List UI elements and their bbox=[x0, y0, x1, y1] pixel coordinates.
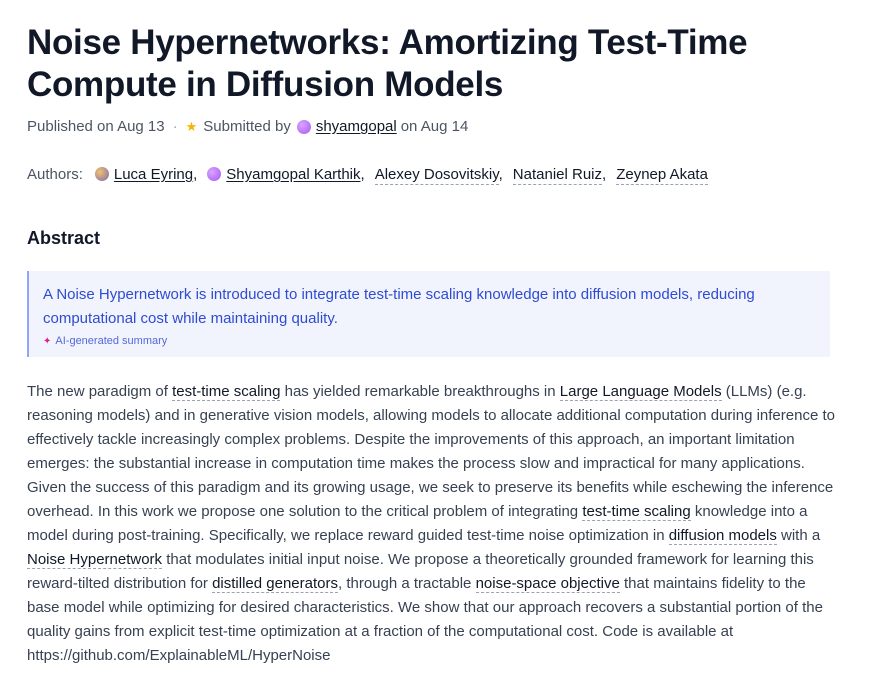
star-icon: ★ bbox=[185, 118, 198, 134]
authors-label: Authors: bbox=[27, 166, 83, 183]
abstract-segment: The new paradigm of bbox=[27, 383, 173, 400]
publication-meta bbox=[27, 118, 845, 135]
submitted-by-label: Submitted by bbox=[203, 118, 291, 135]
author-item[interactable] bbox=[207, 166, 364, 183]
ai-summary-label: AI-generated summary bbox=[55, 335, 168, 347]
keyword-link[interactable]: test-time scaling bbox=[582, 503, 691, 520]
author-item[interactable] bbox=[616, 166, 708, 183]
avatar bbox=[95, 167, 109, 181]
submitter-link[interactable]: shyamgopal bbox=[315, 118, 397, 135]
author-link[interactable]: Luca Eyring bbox=[113, 166, 194, 183]
author-name[interactable]: Alexey Dosovitskiy bbox=[374, 166, 499, 183]
author-item[interactable] bbox=[375, 166, 503, 183]
author-link[interactable]: Shyamgopal Karthik bbox=[226, 166, 361, 183]
avatar bbox=[297, 120, 311, 134]
published-date: Published on Aug 13 bbox=[27, 118, 165, 135]
meta-separator: · bbox=[172, 118, 178, 135]
keyword-link[interactable]: distilled generators bbox=[212, 575, 338, 592]
abstract-segment: knowledge into a model during post-training. Specifically, we replace reward guided test-time noise optimization in bbox=[27, 503, 808, 544]
paper-title: Noise Hypernetworks: Amortizing Test-Time Compute in Diffusion Models bbox=[27, 23, 748, 104]
abstract-heading: Abstract bbox=[27, 228, 101, 248]
abstract-segment: that modulates initial input noise. We propose a theoretically grounded framework for learning this reward-tilted distribution for bbox=[27, 551, 814, 592]
abstract-segment: with a bbox=[776, 527, 821, 544]
abstract-segment: has yielded remarkable breakthroughs in bbox=[280, 383, 560, 400]
author-name[interactable]: Zeynep Akata bbox=[616, 166, 708, 183]
keyword-link[interactable]: noise-space objective bbox=[475, 575, 620, 592]
author-separator: , bbox=[360, 166, 365, 183]
ai-summary-box bbox=[27, 271, 830, 357]
author-separator: , bbox=[602, 166, 607, 183]
abstract-text bbox=[27, 380, 842, 668]
keyword-link[interactable]: Large Language Models bbox=[559, 383, 722, 400]
abstract-segment: , through a tractable bbox=[337, 575, 476, 592]
author-separator: , bbox=[193, 166, 198, 183]
sparkle-icon: ✦ bbox=[43, 335, 52, 347]
author-item[interactable] bbox=[95, 166, 197, 183]
keyword-link[interactable]: Noise Hypernetwork bbox=[27, 551, 163, 568]
author-item[interactable] bbox=[513, 166, 606, 183]
avatar bbox=[207, 167, 221, 181]
abstract-segment: that maintains fidelity to the base model while optimizing for desired characteristics. We show that our approach recovers a substantial portion of the quality gains from explicit test-time optimization at a fraction of the computational cost. Code is available at https://github.com/ExplainableML/HyperNoise bbox=[27, 575, 823, 664]
keyword-link[interactable]: test-time scaling bbox=[172, 383, 281, 400]
ai-summary-text: A Noise Hypernetwork is introduced to integrate test-time scaling knowledge into diffusion models, reducing computational cost while maintaining quality. bbox=[43, 286, 755, 327]
abstract-segment: (LLMs) (e.g. reasoning models) and in generative vision models, allowing models to allocate additional computation during inference to effectively tackle increasingly complex problems. Despite the improvements of this approach, an important limitation emerges: the substantial increase in computation time makes the process slow and impractical for many applications. Given the success of this paradigm and its growing usage, we seek to preserve its benefits while eschewing the inference overhead. In this work we propose one solution to the critical problem of integrating bbox=[27, 383, 835, 520]
ai-summary-label-row bbox=[43, 335, 830, 347]
authors-row bbox=[27, 166, 845, 183]
submitted-date: on Aug 14 bbox=[400, 118, 469, 135]
author-separator: , bbox=[498, 166, 503, 183]
author-name[interactable]: Nataniel Ruiz bbox=[512, 166, 603, 183]
keyword-link[interactable]: diffusion models bbox=[668, 527, 777, 544]
